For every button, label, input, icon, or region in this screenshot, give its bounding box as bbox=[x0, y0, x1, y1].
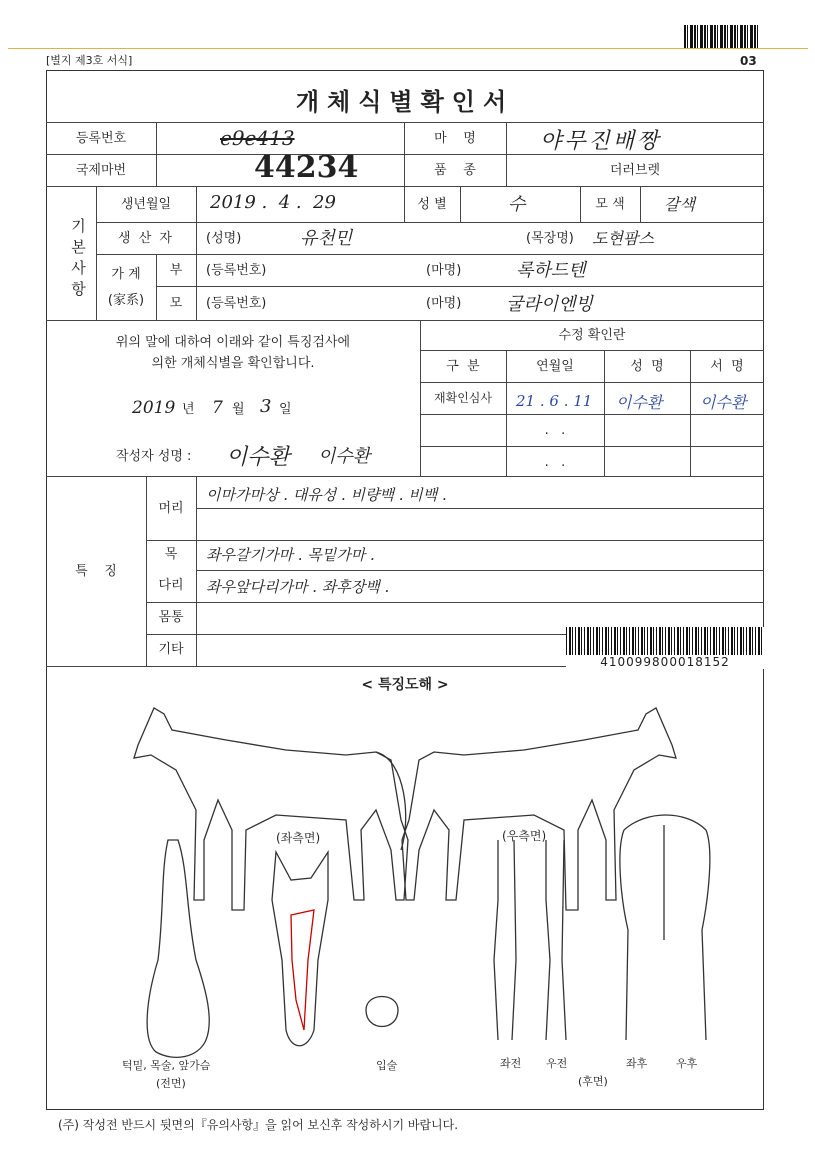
sire-name-value: 록하드텐 bbox=[516, 260, 586, 281]
dam-name-label: (마명) bbox=[426, 296, 462, 311]
revision-col-sign: 서 명 bbox=[710, 359, 744, 374]
color-label: 모 색 bbox=[595, 197, 625, 212]
rear-front-legs bbox=[494, 840, 566, 1040]
front-neck-view bbox=[147, 840, 209, 1057]
right-side-caption: (우측면) bbox=[502, 829, 547, 843]
writer-signature: 이수환 bbox=[318, 446, 371, 467]
feature-legs-value: 좌우앞다리가마 . 좌후장백 . bbox=[206, 578, 390, 596]
intl-no-label: 국제마번 bbox=[75, 163, 127, 178]
sire-label: 부 bbox=[169, 263, 183, 278]
features-section-label: 특 징 bbox=[75, 564, 117, 579]
producer-name-value: 유천민 bbox=[300, 228, 353, 249]
revision-row1-sign: 이수환 bbox=[700, 393, 747, 412]
hind-view bbox=[620, 815, 710, 1040]
front-view-caption: (전면) bbox=[156, 1077, 186, 1090]
barcode-number: 410099800018152 bbox=[566, 655, 764, 669]
diagram-title: < 특징도해 > bbox=[361, 677, 449, 693]
feature-body-label: 몸통 bbox=[158, 610, 184, 625]
sex-value: 수 bbox=[508, 194, 526, 215]
dam-label: 모 bbox=[169, 296, 183, 311]
lips-caption: 입술 bbox=[376, 1059, 398, 1072]
revision-row2-date: . . bbox=[544, 423, 566, 438]
revision-row1-name: 이수환 bbox=[616, 393, 663, 412]
footer-note: (주) 작성전 반드시 뒷면의『유의사항』을 읽어 보신후 작성하시기 바랍니다. bbox=[58, 1118, 459, 1132]
family-label: 가 계 bbox=[111, 267, 141, 282]
front-caption: 턱밑, 목술, 앞가슴 bbox=[122, 1059, 211, 1072]
revision-header: 수정 확인란 bbox=[558, 328, 626, 343]
confirm-year: 2019 bbox=[132, 398, 176, 418]
family-sub-label: (家系) bbox=[107, 293, 145, 308]
lips-view bbox=[366, 997, 398, 1027]
birth-label: 생년월일 bbox=[120, 197, 172, 212]
dam-reg-label: (등록번호) bbox=[206, 296, 267, 311]
farm-label: (목장명) bbox=[526, 231, 574, 246]
color-value: 갈색 bbox=[664, 195, 695, 214]
confirm-day-unit: 일 bbox=[279, 402, 292, 417]
sire-name-label: (마명) bbox=[426, 263, 462, 278]
middle-barcode bbox=[566, 627, 764, 655]
left-hind-caption: 좌후 bbox=[626, 1057, 648, 1070]
top-barcode bbox=[684, 25, 760, 49]
form-label: [별지 제3호 서식] bbox=[46, 54, 133, 67]
horse-name-value: 야무진배짱 bbox=[540, 129, 662, 154]
revision-col-name: 성 명 bbox=[630, 359, 664, 374]
producer-name-label: (성명) bbox=[206, 231, 242, 246]
feature-legs-label: 다리 bbox=[158, 578, 184, 593]
feature-head-value: 이마가마상 . 대유성 . 비량백 . 비백 . bbox=[206, 486, 447, 504]
page-number: 03 bbox=[740, 54, 757, 68]
horse-name-label: 마 명 bbox=[434, 131, 476, 146]
left-side-horse bbox=[134, 708, 408, 910]
top-divider bbox=[8, 48, 808, 49]
left-tail bbox=[376, 752, 406, 850]
writer-label: 작성자 성명 : bbox=[116, 449, 192, 464]
confirm-text-line2: 의한 개체식별을 확인합니다. bbox=[151, 356, 315, 371]
writer-name: 이수환 bbox=[226, 445, 290, 470]
sire-reg-label: (등록번호) bbox=[206, 263, 267, 278]
document-title: 개체식별확인서 bbox=[295, 88, 515, 116]
revision-col-date: 연월일 bbox=[536, 359, 574, 374]
birth-value: 2019 . 4 . 29 bbox=[210, 192, 336, 213]
reg-no-label: 등록번호 bbox=[75, 131, 127, 146]
horse-diagram bbox=[46, 700, 764, 1100]
confirm-year-unit: 년 bbox=[182, 402, 195, 417]
left-side-caption: (좌측면) bbox=[276, 831, 321, 845]
revision-row1-category: 재확인심사 bbox=[434, 391, 492, 405]
confirm-month: 7 bbox=[212, 398, 223, 418]
revision-col-category: 구 분 bbox=[446, 359, 480, 374]
intl-no-value: 44234 bbox=[254, 150, 359, 185]
confirm-text-line1: 위의 말에 대하여 이래와 같이 특징검사에 bbox=[115, 335, 351, 350]
farm-value: 도현팜스 bbox=[592, 229, 654, 248]
sex-label: 성 별 bbox=[417, 197, 447, 212]
feature-neck-label: 목 bbox=[164, 547, 178, 562]
feature-head-label: 머리 bbox=[158, 501, 184, 516]
feature-neck-value: 좌우갈기가마 . 목밑가마 . bbox=[206, 546, 375, 564]
right-hind-caption: 우후 bbox=[676, 1057, 698, 1070]
producer-label: 생 산 자 bbox=[118, 231, 174, 246]
rear-caption: (후면) bbox=[578, 1075, 608, 1088]
right-front-caption: 우전 bbox=[546, 1057, 568, 1070]
right-side-horse bbox=[402, 708, 676, 910]
breed-value: 더러브렛 bbox=[609, 163, 661, 178]
feature-other-label: 기타 bbox=[158, 642, 184, 657]
head-marking bbox=[291, 910, 314, 1030]
dam-name-value: 굴라이엔빙 bbox=[506, 294, 593, 315]
reg-no-value: e9e413 bbox=[220, 126, 295, 150]
confirm-month-unit: 월 bbox=[232, 402, 245, 417]
left-front-caption: 좌전 bbox=[500, 1057, 522, 1070]
revision-row3-date: . . bbox=[544, 455, 566, 470]
confirm-day: 3 bbox=[260, 396, 272, 417]
basic-section-label: 기본사항 bbox=[69, 218, 87, 302]
breed-label: 품 종 bbox=[434, 163, 476, 178]
revision-row1-date: 21 . 6 . 11 bbox=[516, 392, 593, 410]
